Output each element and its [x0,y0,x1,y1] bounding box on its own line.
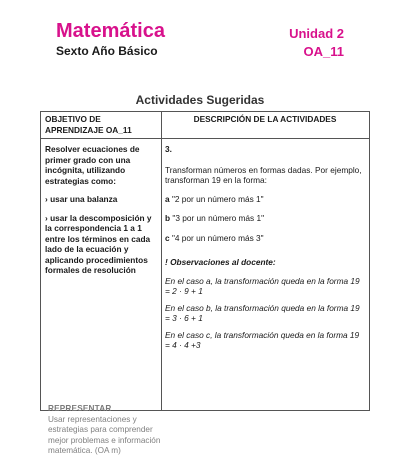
activities-table [40,111,370,455]
observation-b: En el caso b, la transformación queda en la forma 19 = 3 · 6 + 1 [165,302,360,323]
table-header-row [41,112,369,139]
option-letter: a [165,193,170,204]
option-text: "3 por un número más 1" [172,213,265,223]
unit-label: Unidad 2 [289,26,344,41]
activity-number: 3. [165,144,172,154]
observation-c: En el caso c, la transformación queda en la forma 19 = 4 · 4 +3 [165,329,360,350]
column-divider [161,112,162,410]
activity-option-b [165,213,363,224]
objective-bullet-decomposition: › usar la descomposición y la correspondencia 1 a 1 entre los términos en cada lado de la ecuación y aplicando procedimientos formales de resolución [45,212,152,275]
represent-text: Usar representaciones y estrategias para comprender mejor problemas e información matemática. (OA m) [48,414,161,455]
activity-cell [165,144,363,357]
option-text: "4 por un número más 3" [171,232,264,243]
activity-option-c [165,233,363,244]
page-header [56,20,344,60]
teacher-observations-title: ! Observaciones al docente: [165,257,276,267]
section-title: Actividades Sugeridas [135,93,265,107]
objective-text: Resolver ecuaciones de primer grado con una incógnita, utilizando estrategias como: [45,144,140,186]
option-text: "2 por un número más 1" [171,193,264,204]
observation-a: En el caso a, la transformación queda en la forma 19 = 2 · 9 + 1 [165,275,360,296]
objective-bullet-balance: › usar una balanza [45,194,118,204]
option-letter: c [165,232,170,243]
activity-intro: Transforman números en formas dadas. Por ejemplo, transforman 19 en la forma: [165,164,362,185]
grade-label: Sexto Año Básico [56,44,158,58]
oa-label: OA_11 [303,44,344,59]
activity-option-a [165,194,363,205]
option-letter: b [165,213,171,223]
objective-cell [45,144,158,284]
represent-block [48,404,162,457]
subject-title: Matemática [56,20,165,42]
col2-header: DESCRIPCIÓN DE LA ACTIVIDADES [193,114,337,124]
col1-header: OBJETIVO DE APRENDIZAJE OA_11 [45,114,132,135]
represent-title: REPRESENTAR [48,404,112,413]
